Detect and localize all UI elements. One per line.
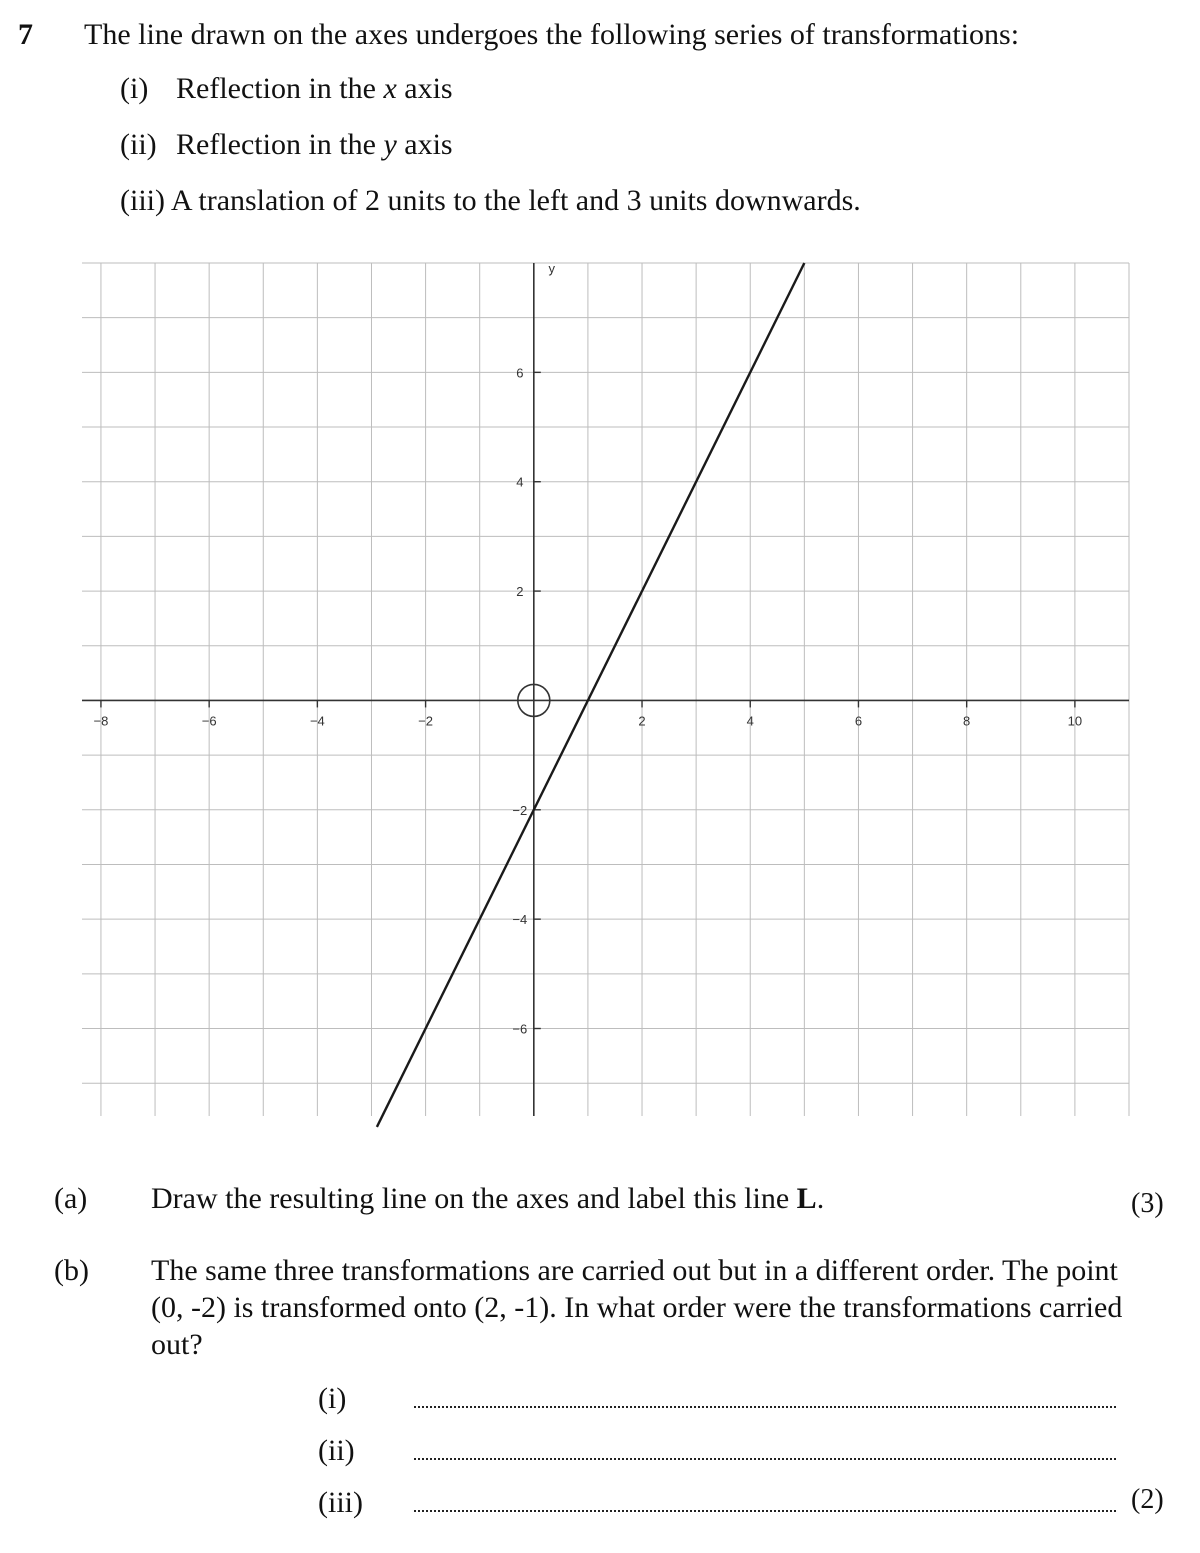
step-2-text-post: axis (396, 128, 453, 161)
x-tick-label: −8 (93, 713, 109, 729)
part-a-text (151, 1180, 824, 1217)
answer-line-2[interactable] (414, 1458, 1116, 1460)
step-1-text-post: axis (396, 72, 453, 105)
answer-label-2: (ii) (318, 1434, 355, 1467)
y-tick-label: 4 (516, 474, 524, 490)
x-tick-label: 2 (638, 713, 646, 729)
answer-line-1[interactable] (414, 1406, 1116, 1408)
y-tick-label: −4 (512, 912, 528, 928)
step-1-variable: x (383, 72, 397, 105)
step-1-numeral: (i) (120, 72, 149, 105)
part-b-marks: (2) (1131, 1484, 1164, 1515)
part-a-text-end: . (816, 1182, 825, 1215)
y-tick-label: −2 (512, 802, 528, 818)
step-2-variable: y (383, 128, 397, 161)
y-tick-label: −6 (512, 1021, 528, 1037)
part-a-line-name: L (796, 1182, 817, 1215)
answer-label-3: (iii) (318, 1486, 363, 1519)
part-a-marks: (3) (1131, 1188, 1164, 1219)
answer-line-3[interactable] (414, 1510, 1116, 1512)
step-2-text-pre: Reflection in the (176, 128, 384, 161)
x-tick-label: −6 (201, 713, 217, 729)
axes (82, 263, 1129, 1116)
step-3-numeral: (iii) (120, 184, 165, 217)
question-stem: The line drawn on the axes undergoes the following series of transformations: (84, 18, 1020, 51)
x-tick-label: 10 (1067, 713, 1083, 729)
part-b-text: The same three transformations are carried out but in a different order. The point (0, -2) is transformed onto (2, -1). In what order were the transformations carried out? (151, 1254, 1123, 1361)
y-tick-label: 2 (516, 584, 524, 600)
part-a-label: (a) (54, 1182, 88, 1215)
plotted-series (377, 263, 804, 1127)
part-a-text-main: Draw the resulting line on the axes and label this line (151, 1182, 797, 1215)
step-1-text-pre: Reflection in the (176, 72, 384, 105)
answer-label-1: (i) (318, 1382, 347, 1415)
y-axis-label: y (548, 261, 556, 276)
question-number: 7 (18, 18, 33, 51)
step-2-numeral: (ii) (120, 128, 157, 161)
grid-lines (82, 263, 1129, 1116)
x-tick-label: 6 (854, 713, 863, 729)
y-tick-label: 6 (516, 365, 524, 381)
x-tick-label: 4 (746, 713, 754, 729)
step-3-text: A translation of 2 units to the left and 3 units downwards. (170, 184, 861, 217)
series-line (377, 263, 804, 1127)
x-tick-label: −2 (418, 713, 434, 729)
part-b-label: (b) (54, 1254, 89, 1287)
x-tick-label: 8 (963, 713, 971, 729)
x-tick-label: −4 (309, 713, 325, 729)
